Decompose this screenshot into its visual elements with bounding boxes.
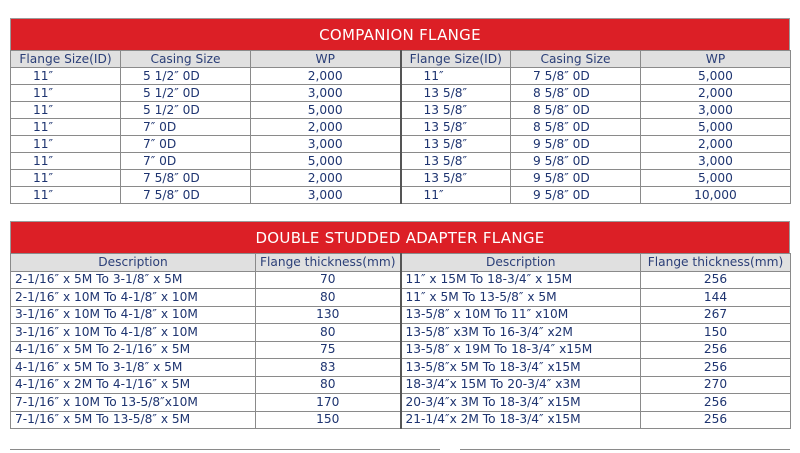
table-cell: 7 5/8″ 0D	[121, 187, 251, 204]
table-cell: 11″	[11, 102, 121, 119]
adapter-flange-section	[10, 221, 790, 429]
table-cell: 13-5/8″x 5M To 18-3/4″ x15M	[401, 359, 641, 377]
table-cell: 11″	[11, 153, 121, 170]
table-cell: 7-1/16″ x 10M To 13-5/8″x10M	[11, 394, 256, 412]
table-cell: 144	[641, 289, 791, 307]
table-row	[11, 394, 791, 412]
table-cell: 256	[641, 271, 791, 289]
table-cell: 9 5/8″ 0D	[511, 170, 641, 187]
table-row	[11, 153, 791, 170]
table-cell: 7″ 0D	[121, 136, 251, 153]
table-cell: 7-1/16″ x 5M To 13-5/8″ x 5M	[11, 411, 256, 429]
table-cell: 11″	[11, 170, 121, 187]
table-row	[11, 271, 791, 289]
table-cell: 3-1/16″ x 10M To 4-1/8″ x 10M	[11, 306, 256, 324]
table-cell: 256	[641, 394, 791, 412]
column-header: Flange thickness(mm)	[641, 254, 791, 272]
table-cell: 4-1/16″ x 5M To 3-1/8″ x 5M	[11, 359, 256, 377]
table-cell: 2,000	[641, 136, 791, 153]
column-header: Flange thickness(mm)	[256, 254, 401, 272]
footer-rule-left	[10, 449, 440, 450]
table-cell: 13 5/8″	[401, 136, 511, 153]
table-cell: 13 5/8″	[401, 102, 511, 119]
column-header: WP	[641, 51, 791, 68]
table-cell: 11″ x 15M To 18-3/4″ x 15M	[401, 271, 641, 289]
table-row	[11, 376, 791, 394]
table-cell: 270	[641, 376, 791, 394]
table-cell: 7″ 0D	[121, 119, 251, 136]
table-cell: 2,000	[251, 68, 401, 85]
table-cell: 13 5/8″	[401, 119, 511, 136]
table-cell: 7″ 0D	[121, 153, 251, 170]
table-cell: 9 5/8″ 0D	[511, 136, 641, 153]
table-row	[11, 85, 791, 102]
table-cell: 9 5/8″ 0D	[511, 153, 641, 170]
table-cell: 11″	[11, 119, 121, 136]
table-row	[11, 170, 791, 187]
table-cell: 150	[256, 411, 401, 429]
table-cell: 256	[641, 341, 791, 359]
table-cell: 3,000	[251, 187, 401, 204]
table-row	[11, 102, 791, 119]
table-header-row	[11, 51, 791, 68]
companion-flange-table	[10, 50, 791, 204]
table-row	[11, 359, 791, 377]
table-cell: 267	[641, 306, 791, 324]
table-cell: 70	[256, 271, 401, 289]
table-cell: 13-5/8″ x 10M To 11″ x10M	[401, 306, 641, 324]
column-header: Casing Size	[121, 51, 251, 68]
table-cell: 2,000	[251, 170, 401, 187]
table-cell: 13 5/8″	[401, 85, 511, 102]
column-header: Description	[11, 254, 256, 272]
adapter-flange-table	[10, 253, 791, 429]
table-cell: 11″	[11, 85, 121, 102]
table-cell: 5,000	[641, 170, 791, 187]
table-cell: 8 5/8″ 0D	[511, 102, 641, 119]
table-cell: 11″ x 5M To 13-5/8″ x 5M	[401, 289, 641, 307]
table-cell: 5,000	[251, 102, 401, 119]
table-cell: 7 5/8″ 0D	[121, 170, 251, 187]
column-header: Casing Size	[511, 51, 641, 68]
table-cell: 5,000	[251, 153, 401, 170]
table-cell: 13-5/8″ x 19M To 18-3/4″ x15M	[401, 341, 641, 359]
table-cell: 11″	[11, 187, 121, 204]
table-header-row	[11, 254, 791, 272]
table-cell: 8 5/8″ 0D	[511, 85, 641, 102]
table-cell: 11″	[401, 187, 511, 204]
table-cell: 150	[641, 324, 791, 342]
table-cell: 11″	[11, 68, 121, 85]
table-cell: 13-5/8″ x3M To 16-3/4″ x2M	[401, 324, 641, 342]
companion-flange-title: COMPANION FLANGE	[10, 18, 790, 50]
table-row	[11, 68, 791, 85]
table-cell: 8 5/8″ 0D	[511, 119, 641, 136]
table-cell: 4-1/16″ x 2M To 4-1/16″ x 5M	[11, 376, 256, 394]
table-cell: 5 1/2″ 0D	[121, 85, 251, 102]
table-cell: 170	[256, 394, 401, 412]
table-cell: 13 5/8″	[401, 153, 511, 170]
table-cell: 5,000	[641, 68, 791, 85]
table-row	[11, 341, 791, 359]
table-row	[11, 136, 791, 153]
adapter-flange-title: DOUBLE STUDDED ADAPTER FLANGE	[10, 221, 790, 253]
table-cell: 80	[256, 289, 401, 307]
table-cell: 4-1/16″ x 5M To 2-1/16″ x 5M	[11, 341, 256, 359]
table-row	[11, 306, 791, 324]
column-header: Flange Size(ID)	[11, 51, 121, 68]
table-row	[11, 411, 791, 429]
table-cell: 80	[256, 376, 401, 394]
column-header: Flange Size(ID)	[401, 51, 511, 68]
footer-rule-right	[460, 449, 790, 450]
table-cell: 256	[641, 359, 791, 377]
table-cell: 83	[256, 359, 401, 377]
table-cell: 2-1/16″ x 5M To 3-1/8″ x 5M	[11, 271, 256, 289]
table-cell: 5,000	[641, 119, 791, 136]
table-row	[11, 324, 791, 342]
table-cell: 11″	[11, 136, 121, 153]
column-header: WP	[251, 51, 401, 68]
table-cell: 256	[641, 411, 791, 429]
table-cell: 75	[256, 341, 401, 359]
table-cell: 130	[256, 306, 401, 324]
table-row	[11, 289, 791, 307]
table-cell: 3,000	[251, 136, 401, 153]
column-header: Description	[401, 254, 641, 272]
table-cell: 21-1/4″x 2M To 18-3/4″ x15M	[401, 411, 641, 429]
table-cell: 11″	[401, 68, 511, 85]
table-cell: 5 1/2″ 0D	[121, 68, 251, 85]
table-cell: 3,000	[641, 102, 791, 119]
table-cell: 3-1/16″ x 10M To 4-1/8″ x 10M	[11, 324, 256, 342]
table-cell: 3,000	[641, 153, 791, 170]
table-cell: 2,000	[251, 119, 401, 136]
table-cell: 10,000	[641, 187, 791, 204]
table-row	[11, 187, 791, 204]
companion-flange-section	[10, 18, 790, 204]
table-cell: 7 5/8″ 0D	[511, 68, 641, 85]
table-cell: 2,000	[641, 85, 791, 102]
table-cell: 80	[256, 324, 401, 342]
table-cell: 18-3/4″x 15M To 20-3/4″ x3M	[401, 376, 641, 394]
table-cell: 5 1/2″ 0D	[121, 102, 251, 119]
table-cell: 3,000	[251, 85, 401, 102]
table-cell: 2-1/16″ x 10M To 4-1/8″ x 10M	[11, 289, 256, 307]
table-cell: 20-3/4″x 3M To 18-3/4″ x15M	[401, 394, 641, 412]
table-row	[11, 119, 791, 136]
table-cell: 9 5/8″ 0D	[511, 187, 641, 204]
table-cell: 13 5/8″	[401, 170, 511, 187]
